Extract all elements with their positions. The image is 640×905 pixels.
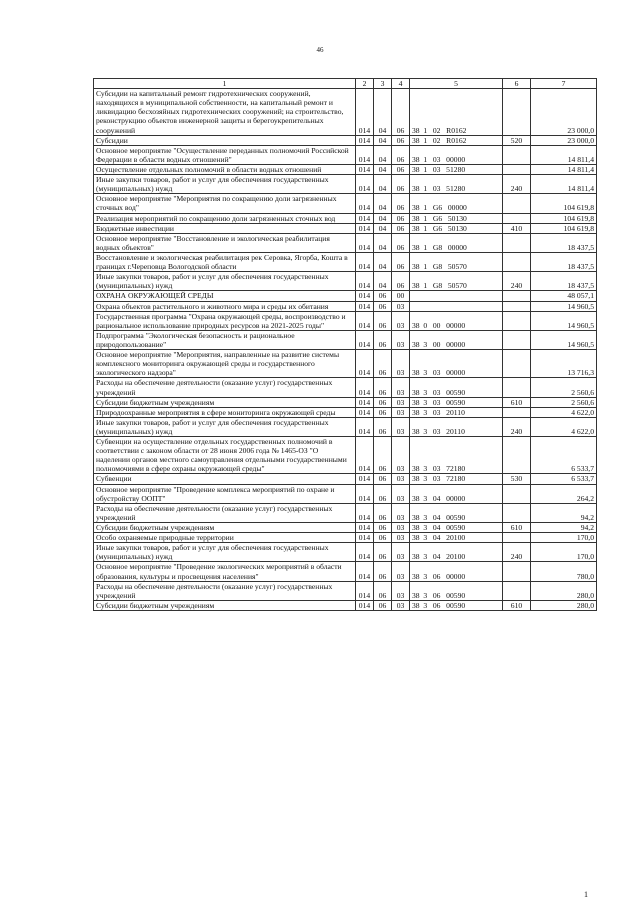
row-amount-cell: 18 437,5 — [531, 233, 597, 252]
row-gr-cell: 014 — [356, 223, 374, 233]
row-expense-type-cell — [503, 533, 531, 543]
page-number: 46 — [316, 46, 324, 54]
row-expense-type-cell — [503, 437, 531, 474]
row-rz-cell: 06 — [374, 378, 392, 397]
row-target-code-cell: 38 3 06 00000 — [410, 562, 503, 581]
row-rz-cell: 06 — [374, 600, 392, 610]
header-cell: 2 — [356, 79, 374, 89]
row-pr-cell: 03 — [392, 474, 410, 484]
row-target-code-cell — [410, 301, 503, 311]
row-gr-cell: 014 — [356, 543, 374, 562]
row-name-cell: Субсидии — [94, 135, 356, 145]
row-pr-cell: 06 — [392, 135, 410, 145]
row-amount-cell: 780,0 — [531, 562, 597, 581]
row-target-code-cell: 38 3 03 20110 — [410, 417, 503, 436]
corner-mark: 1 — [584, 890, 588, 899]
row-target-code-cell: 38 3 00 00000 — [410, 330, 503, 349]
row-target-code-cell: 38 3 03 72180 — [410, 437, 503, 474]
row-pr-cell: 03 — [392, 397, 410, 407]
row-target-code-cell: 38 3 03 00000 — [410, 350, 503, 378]
row-name-cell: Подпрограмма "Экологическая безопасность и рациональное природопользование" — [94, 330, 356, 349]
row-gr-cell: 014 — [356, 164, 374, 174]
row-pr-cell: 06 — [392, 145, 410, 164]
row-target-code-cell: 38 1 G6 00000 — [410, 194, 503, 213]
row-gr-cell: 014 — [356, 252, 374, 271]
row-rz-cell: 06 — [374, 301, 392, 311]
table-row — [94, 523, 597, 533]
header-cell: 1 — [94, 79, 356, 89]
row-expense-type-cell — [503, 378, 531, 397]
row-target-code-cell: 38 1 G8 50570 — [410, 252, 503, 271]
row-pr-cell: 03 — [392, 350, 410, 378]
row-amount-cell: 14 960,5 — [531, 330, 597, 349]
row-rz-cell: 04 — [374, 233, 392, 252]
row-gr-cell: 014 — [356, 233, 374, 252]
row-rz-cell: 04 — [374, 223, 392, 233]
row-amount-cell: 18 437,5 — [531, 272, 597, 291]
row-gr-cell: 014 — [356, 194, 374, 213]
row-target-code-cell: 38 3 03 00590 — [410, 397, 503, 407]
row-rz-cell: 04 — [374, 272, 392, 291]
table-row — [94, 233, 597, 252]
header-cell: 7 — [531, 79, 597, 89]
table-row — [94, 135, 597, 145]
row-amount-cell: 94,2 — [531, 523, 597, 533]
row-target-code-cell: 38 3 03 72180 — [410, 474, 503, 484]
row-rz-cell: 06 — [374, 474, 392, 484]
row-expense-type-cell: 240 — [503, 417, 531, 436]
row-expense-type-cell — [503, 213, 531, 223]
row-pr-cell: 03 — [392, 523, 410, 533]
row-target-code-cell: 38 3 06 00590 — [410, 581, 503, 600]
row-target-code-cell: 38 1 03 00000 — [410, 145, 503, 164]
row-expense-type-cell — [503, 164, 531, 174]
row-gr-cell: 014 — [356, 301, 374, 311]
row-expense-type-cell — [503, 89, 531, 136]
table-row — [94, 378, 597, 397]
row-expense-type-cell — [503, 311, 531, 330]
row-name-cell: Основное мероприятие "Проведение экологических мероприятий в области образования, культуры и просвещения населения" — [94, 562, 356, 581]
row-name-cell: Расходы на обеспечение деятельности (оказание услуг) государственных учреждений — [94, 378, 356, 397]
row-expense-type-cell — [503, 233, 531, 252]
row-name-cell: Субсидии бюджетным учреждениям — [94, 523, 356, 533]
row-gr-cell: 014 — [356, 378, 374, 397]
row-pr-cell: 03 — [392, 600, 410, 610]
row-pr-cell: 03 — [392, 581, 410, 600]
row-name-cell: Основное мероприятие "Мероприятия, направленные на развитие системы комплексного мониторинга окружающей среды и государственного экологического надзора" — [94, 350, 356, 378]
header-cell: 5 — [410, 79, 503, 89]
row-rz-cell: 06 — [374, 407, 392, 417]
row-target-code-cell: 38 1 G6 50130 — [410, 213, 503, 223]
table-row — [94, 145, 597, 164]
row-amount-cell: 48 057,1 — [531, 291, 597, 301]
row-target-code-cell: 38 3 06 00590 — [410, 600, 503, 610]
row-expense-type-cell — [503, 407, 531, 417]
row-name-cell: Особо охраняемые природные территории — [94, 533, 356, 543]
row-pr-cell: 03 — [392, 407, 410, 417]
row-rz-cell: 04 — [374, 194, 392, 213]
row-pr-cell: 03 — [392, 417, 410, 436]
row-rz-cell: 04 — [374, 135, 392, 145]
row-rz-cell: 06 — [374, 533, 392, 543]
row-pr-cell: 06 — [392, 223, 410, 233]
row-name-cell: Основное мероприятие "Осуществление переданных полномочий Российской Федерации в области водных отношений" — [94, 145, 356, 164]
row-name-cell: Субсидии на капитальный ремонт гидротехнических сооружений, находящихся в муниципальной собственности, на капитальный ремонт и ликвидацию бесхозяйных гидротехнических сооружений; на строительство, реконструкцию объектов инженерной защиты и берегоукрепительных сооружений — [94, 89, 356, 136]
row-rz-cell: 06 — [374, 437, 392, 474]
row-rz-cell: 06 — [374, 397, 392, 407]
row-expense-type-cell: 410 — [503, 223, 531, 233]
row-gr-cell: 014 — [356, 600, 374, 610]
row-amount-cell: 14 811,4 — [531, 164, 597, 174]
row-name-cell: Охрана объектов растительного и животного мира и среды их обитания — [94, 301, 356, 311]
row-pr-cell: 03 — [392, 503, 410, 522]
row-target-code-cell: 38 3 04 00000 — [410, 484, 503, 503]
row-rz-cell: 06 — [374, 562, 392, 581]
row-expense-type-cell — [503, 301, 531, 311]
row-expense-type-cell: 610 — [503, 397, 531, 407]
row-target-code-cell: 38 3 04 00590 — [410, 523, 503, 533]
table-row — [94, 503, 597, 522]
row-amount-cell: 170,0 — [531, 543, 597, 562]
table-row — [94, 543, 597, 562]
row-expense-type-cell — [503, 330, 531, 349]
table-row — [94, 533, 597, 543]
row-name-cell: Основное мероприятие "Мероприятия по сокращению доли загрязненных сточных вод" — [94, 194, 356, 213]
row-gr-cell: 014 — [356, 145, 374, 164]
row-target-code-cell: 38 1 03 51280 — [410, 164, 503, 174]
table-row — [94, 600, 597, 610]
row-expense-type-cell — [503, 291, 531, 301]
row-amount-cell: 104 619,8 — [531, 223, 597, 233]
row-pr-cell: 03 — [392, 311, 410, 330]
row-expense-type-cell — [503, 350, 531, 378]
row-pr-cell: 00 — [392, 291, 410, 301]
row-gr-cell: 014 — [356, 272, 374, 291]
table-row — [94, 484, 597, 503]
row-expense-type-cell — [503, 562, 531, 581]
row-pr-cell: 06 — [392, 252, 410, 271]
row-rz-cell: 06 — [374, 417, 392, 436]
header-cell: 3 — [374, 79, 392, 89]
row-rz-cell: 06 — [374, 311, 392, 330]
row-gr-cell: 014 — [356, 523, 374, 533]
row-amount-cell: 264,2 — [531, 484, 597, 503]
row-gr-cell: 014 — [356, 311, 374, 330]
row-expense-type-cell: 240 — [503, 175, 531, 194]
row-target-code-cell: 38 1 G8 00000 — [410, 233, 503, 252]
row-amount-cell: 104 619,8 — [531, 213, 597, 223]
row-amount-cell: 280,0 — [531, 581, 597, 600]
budget-table — [93, 78, 597, 611]
row-gr-cell: 014 — [356, 503, 374, 522]
row-target-code-cell: 38 3 04 00590 — [410, 503, 503, 522]
row-gr-cell: 014 — [356, 135, 374, 145]
row-rz-cell: 06 — [374, 291, 392, 301]
row-pr-cell: 06 — [392, 272, 410, 291]
table-row — [94, 223, 597, 233]
row-rz-cell: 06 — [374, 523, 392, 533]
row-gr-cell: 014 — [356, 474, 374, 484]
row-rz-cell: 04 — [374, 164, 392, 174]
row-pr-cell: 03 — [392, 533, 410, 543]
row-name-cell: Осуществление отдельных полномочий в области водных отношений — [94, 164, 356, 174]
table-row — [94, 474, 597, 484]
row-amount-cell: 23 000,0 — [531, 89, 597, 136]
table-row — [94, 330, 597, 349]
table-row — [94, 213, 597, 223]
row-pr-cell: 03 — [392, 437, 410, 474]
row-pr-cell: 03 — [392, 301, 410, 311]
row-amount-cell: 6 533,7 — [531, 437, 597, 474]
row-gr-cell: 014 — [356, 533, 374, 543]
row-amount-cell: 14 811,4 — [531, 175, 597, 194]
row-amount-cell: 94,2 — [531, 503, 597, 522]
table-row — [94, 417, 597, 436]
row-gr-cell: 014 — [356, 417, 374, 436]
row-pr-cell: 03 — [392, 378, 410, 397]
row-rz-cell: 04 — [374, 252, 392, 271]
row-target-code-cell: 38 1 02 R0162 — [410, 135, 503, 145]
row-gr-cell: 014 — [356, 397, 374, 407]
row-amount-cell: 4 622,0 — [531, 407, 597, 417]
row-name-cell: Бюджетные инвестиции — [94, 223, 356, 233]
table-row — [94, 581, 597, 600]
row-amount-cell: 23 000,0 — [531, 135, 597, 145]
row-rz-cell: 06 — [374, 581, 392, 600]
row-name-cell: Природоохранные мероприятия в сфере мониторинга окружающей среды — [94, 407, 356, 417]
table-row — [94, 89, 597, 136]
row-expense-type-cell — [503, 503, 531, 522]
row-target-code-cell: 38 1 02 R0162 — [410, 89, 503, 136]
row-pr-cell: 06 — [392, 194, 410, 213]
row-expense-type-cell: 610 — [503, 523, 531, 533]
row-amount-cell: 4 622,0 — [531, 417, 597, 436]
table-row — [94, 301, 597, 311]
row-target-code-cell — [410, 291, 503, 301]
table-row — [94, 291, 597, 301]
row-pr-cell: 06 — [392, 213, 410, 223]
row-rz-cell: 04 — [374, 145, 392, 164]
row-name-cell: Иные закупки товаров, работ и услуг для обеспечения государственных (муниципальных) нужд — [94, 272, 356, 291]
row-name-cell: Государственная программа "Охрана окружающей среды, воспроизводство и рациональное использование природных ресурсов на 2021-2025 годы" — [94, 311, 356, 330]
row-target-code-cell: 38 3 04 20100 — [410, 533, 503, 543]
row-pr-cell: 03 — [392, 330, 410, 349]
table-row — [94, 272, 597, 291]
row-amount-cell: 6 533,7 — [531, 474, 597, 484]
row-expense-type-cell: 610 — [503, 600, 531, 610]
row-name-cell: Расходы на обеспечение деятельности (оказание услуг) государственных учреждений — [94, 581, 356, 600]
row-target-code-cell: 38 1 G8 50570 — [410, 272, 503, 291]
row-expense-type-cell — [503, 194, 531, 213]
row-amount-cell: 104 619,8 — [531, 194, 597, 213]
table-row — [94, 407, 597, 417]
table-row — [94, 194, 597, 213]
row-gr-cell: 014 — [356, 213, 374, 223]
row-expense-type-cell — [503, 145, 531, 164]
row-pr-cell: 03 — [392, 484, 410, 503]
table-row — [94, 164, 597, 174]
row-name-cell: Восстановление и экологическая реабилитация рек Серовка, Ягорба, Кошта в границах г.Череповца Вологодской области — [94, 252, 356, 271]
row-amount-cell: 14 960,5 — [531, 301, 597, 311]
table-row — [94, 397, 597, 407]
row-amount-cell: 18 437,5 — [531, 252, 597, 271]
row-gr-cell: 014 — [356, 484, 374, 503]
row-rz-cell: 04 — [374, 89, 392, 136]
row-gr-cell: 014 — [356, 562, 374, 581]
row-gr-cell: 014 — [356, 350, 374, 378]
row-target-code-cell: 38 0 00 00000 — [410, 311, 503, 330]
row-target-code-cell: 38 1 G6 50130 — [410, 223, 503, 233]
row-expense-type-cell: 530 — [503, 474, 531, 484]
row-gr-cell: 014 — [356, 89, 374, 136]
row-expense-type-cell — [503, 581, 531, 600]
header-cell: 4 — [392, 79, 410, 89]
row-rz-cell: 06 — [374, 543, 392, 562]
row-gr-cell: 014 — [356, 291, 374, 301]
row-name-cell: Субвенции на осуществление отдельных государственных полномочий в соответствии с законом области от 28 июня 2006 года № 1465-ОЗ "О наделении органов местного самоуправления отдельными государственными полномочиями в сфере охраны окружающей среды" — [94, 437, 356, 474]
row-expense-type-cell: 240 — [503, 272, 531, 291]
row-expense-type-cell — [503, 252, 531, 271]
row-rz-cell: 04 — [374, 175, 392, 194]
row-rz-cell: 06 — [374, 503, 392, 522]
row-name-cell: Субвенции — [94, 474, 356, 484]
row-expense-type-cell — [503, 484, 531, 503]
row-pr-cell: 06 — [392, 233, 410, 252]
row-name-cell: Иные закупки товаров, работ и услуг для обеспечения государственных (муниципальных) нужд — [94, 543, 356, 562]
row-gr-cell: 014 — [356, 330, 374, 349]
table-body — [94, 89, 597, 611]
row-amount-cell: 14 811,4 — [531, 145, 597, 164]
table-row — [94, 311, 597, 330]
table-row — [94, 437, 597, 474]
row-pr-cell: 06 — [392, 175, 410, 194]
header-row — [94, 79, 597, 89]
table-row — [94, 350, 597, 378]
row-expense-type-cell: 520 — [503, 135, 531, 145]
header-cell: 6 — [503, 79, 531, 89]
row-amount-cell: 13 716,3 — [531, 350, 597, 378]
row-pr-cell: 03 — [392, 562, 410, 581]
row-name-cell: Основное мероприятие "Восстановление и экологическая реабилитация водных объектов" — [94, 233, 356, 252]
row-target-code-cell: 38 3 04 20100 — [410, 543, 503, 562]
row-amount-cell: 170,0 — [531, 533, 597, 543]
row-rz-cell: 06 — [374, 350, 392, 378]
row-gr-cell: 014 — [356, 407, 374, 417]
row-name-cell: Основное мероприятие "Проведение комплекса мероприятий по охране и обустройству ООПТ" — [94, 484, 356, 503]
row-gr-cell: 014 — [356, 175, 374, 194]
row-target-code-cell: 38 3 03 20110 — [410, 407, 503, 417]
row-pr-cell: 03 — [392, 543, 410, 562]
row-amount-cell: 2 560,6 — [531, 378, 597, 397]
row-amount-cell: 280,0 — [531, 600, 597, 610]
table-row — [94, 175, 597, 194]
row-rz-cell: 06 — [374, 484, 392, 503]
row-name-cell: Реализация мероприятий по сокращению доли загрязненных сточных вод — [94, 213, 356, 223]
row-name-cell: Расходы на обеспечение деятельности (оказание услуг) государственных учреждений — [94, 503, 356, 522]
row-amount-cell: 14 960,5 — [531, 311, 597, 330]
row-name-cell: Иные закупки товаров, работ и услуг для обеспечения государственных (муниципальных) нужд — [94, 175, 356, 194]
row-gr-cell: 014 — [356, 581, 374, 600]
table-row — [94, 252, 597, 271]
row-rz-cell: 06 — [374, 330, 392, 349]
row-pr-cell: 06 — [392, 164, 410, 174]
row-rz-cell: 04 — [374, 213, 392, 223]
row-name-cell: Иные закупки товаров, работ и услуг для обеспечения государственных (муниципальных) нужд — [94, 417, 356, 436]
row-target-code-cell: 38 1 03 51280 — [410, 175, 503, 194]
row-name-cell: ОХРАНА ОКРУЖАЮЩЕЙ СРЕДЫ — [94, 291, 356, 301]
row-gr-cell: 014 — [356, 437, 374, 474]
row-amount-cell: 2 560,6 — [531, 397, 597, 407]
row-expense-type-cell: 240 — [503, 543, 531, 562]
row-target-code-cell: 38 3 03 00590 — [410, 378, 503, 397]
row-pr-cell: 06 — [392, 89, 410, 136]
row-name-cell: Субсидии бюджетным учреждениям — [94, 600, 356, 610]
table-row — [94, 562, 597, 581]
row-name-cell: Субсидии бюджетным учреждениям — [94, 397, 356, 407]
